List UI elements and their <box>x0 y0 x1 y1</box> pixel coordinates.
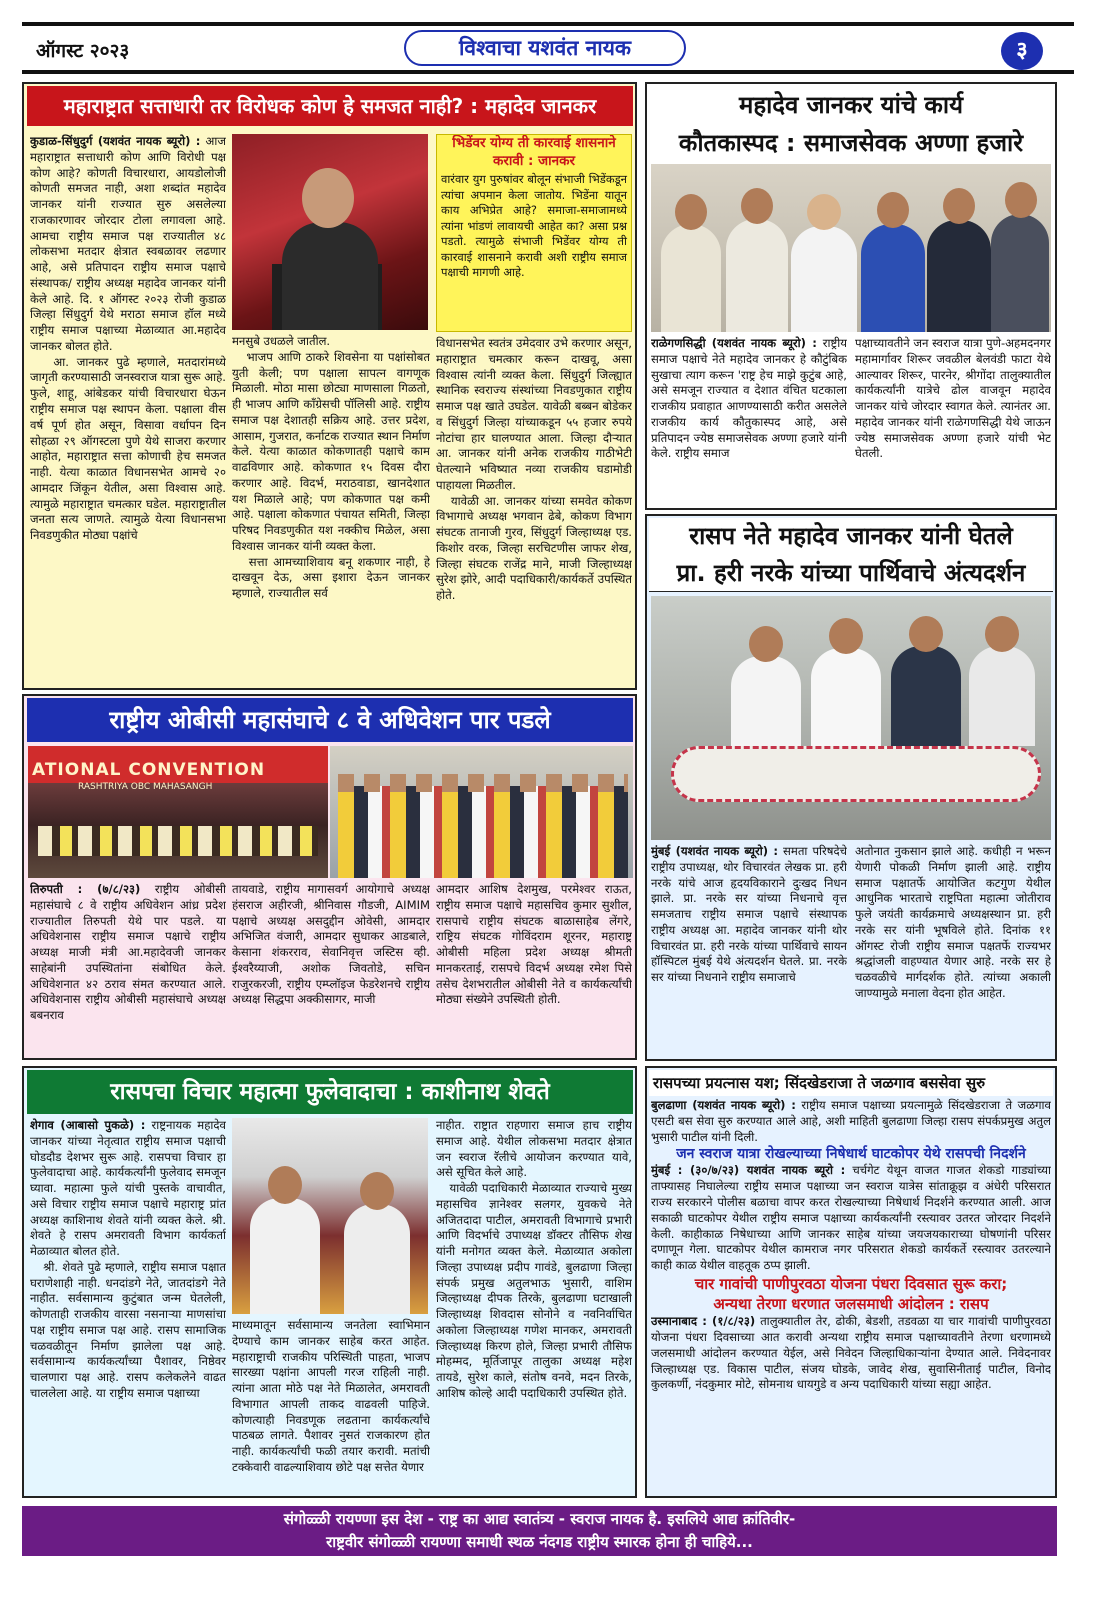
headline-line: कौतकास्पद : समाजसेवक अण्णा हजारे <box>678 129 1024 157</box>
article-headline: राष्ट्रीय ओबीसी महासंघाचे ८ वे अधिवेशन पार पडले <box>27 698 633 742</box>
speaker-photo <box>232 134 428 330</box>
article-text: चर्चगेट येथून वाजत गाजत शेकडो गाड्यांच्या ताफ्यासह निघालेल्या राष्ट्रीय समाज पक्षाच्या जन स्वराज यात्रेस सांताक्रूझ व अंधेरी परिसरात राज्य सरकारने पोलीस बळाचा वापर करत रोखल्याच्या निषेधार्थ निदर्शने करण्यात आली. आज सकाळी घाटकोपर येथील राष्ट्रीय समाज पक्षाच्या कार्यकर्त्यांनी रस्त्यावर उतरत जोरदार निदर्शने केली. काहीकाळ निषेधाच्या आणि जानकर साहेब यांच्या जयजयकाराच्या घोषणांनी परिसर दणाणून गेला. घाटकोपर येथील कामराज नगर परिसरात शेकडो कार्यकर्ते रस्त्यावर उतरल्याने काही काळ येथील वाहतूक ठप्प झाली. <box>651 1163 1051 1273</box>
article-text: आमदार आशिष देशमुख, परमेश्वर राऊत, राष्ट्रीय समाज पक्षाचे महासचिव कुमार सुशील, रासपाचे राष्ट्रीय संघटक बाळासाहेब लेंगरे, राष्ट्रिय संघटक गोविंदराम शूरनर, महाराष्ट्र ओबीसी महिला प्रदेश अध्यक्ष श्रीमती मानकरताई, रासपचे विदर्भ अध्यक्ष रमेश पिसे तसेच देशभरातील ओबीसी नेते व कार्यकर्त्यांची मोठ्या संख्येने उपस्थिती होती. <box>436 882 632 1007</box>
dateline: शेगाव (आबासो पुकळे) : <box>30 1118 146 1132</box>
banner-subtext: RASHTRIYA OBC MAHASANGH <box>78 782 213 792</box>
sidebox-text: वारंवार युग पुरुषांवर बोलून संभाजी भिडेंकडून त्यांचा अपमान केला जातोय. भिडेंना यातून काय अभिप्रेत आहे? समाजा-समाजामध्ये त्यांना भांडणं लावायची आहेत का? असा प्रश्न पडतो. त्यामुळे संभाजी भिडेंवर योग्य ती कारवाई शासनाने करावी अशी राष्ट्रीय समाज पक्षाची मागणी आहे. <box>441 172 627 280</box>
article-column <box>651 844 847 1056</box>
sidebox-title: भिडेंवर योग्य ती कारवाई शासनाने करावी : जानकर <box>452 135 616 169</box>
brief-item <box>651 1163 1051 1273</box>
article-text: भाजप आणि ठाकरे शिवसेना या पक्षांसोबत युती केली; पण पक्षाला सापत्न वागणूक मिळाली. मोठा मासा छोट्या माणसाला गिळतो, ही भाजप आणि काँग्रेसची पॉलिसी आहे. राष्ट्रीय समाज पक्ष देशातही सक्रिय आहे. उत्तर प्रदेश, आसाम, गुजरात, कर्नाटक राज्यात स्थान निर्माण केले. येत्या काळात कोकणातही पक्षाचे काम वाढविणार आहे. कोकणात १५ दिवस दौरा करणार आहे. विदर्भ, मराठवाडा, खानदेशात यश मिळाले आहे; पण कोकणात पक्ष कमी आहे. पक्षाला कोकणात पंचायत समिती, जिल्हा परिषद निवडणुकीत यश नक्कीच मिळेल, असा विश्वास जानकर यांनी व्यक्त केला. <box>232 349 430 553</box>
article-text: आज महाराष्ट्रात सत्ताधारी कोण आणि विरोधी पक्ष कोण आहे? कोणती विचारधारा, आयडोलोजी कोणती समजत नाही, अशा शब्दांत महादेव जानकर यांनी राज्यात सुरु असलेल्या राजकारणावर जोरदार टोला लगावला आहे. आमचा राष्ट्रीय समाज पक्ष राज्यातील ४८ लोकसभा मतदार क्षेत्रात स्वबळावर लढणार आहे, असे प्रतिपादन राष्ट्रीय समाज पक्षाचे संस्थापक/ राष्ट्रीय अध्यक्ष महादेव जानकर यांनी केले आहे. दि. १ ऑगस्ट २०२३ रोजी कुडाळ जिल्हा सिंधुदुर्ग येथे मराठा समाज हॉल मध्ये राष्ट्रीय समाज पक्षाच्या मेळाव्यात आ.महादेव जानकर बोलत होते. <box>30 134 226 353</box>
article-column <box>30 134 226 686</box>
brief-item <box>651 1314 1051 1393</box>
page-number: ३ <box>1001 32 1043 70</box>
banner-text: ATIONAL CONVENTION <box>32 760 266 780</box>
article-text: राष्ट्रीय समाज पक्षाच्या प्रयत्नामुळे सिंदखेडराजा ते जळगाव एसटी बस सेवा सुरु करण्यात आले आहे, अशी माहिती बुलढाणा जिल्हा रासप संपर्कप्रमुख अतुल भुसारी पाटील यांनी दिली. <box>651 1098 1051 1144</box>
dateline: कुडाळ-सिंधुदुर्ग (यशवंत नायक ब्यूरो) : <box>30 134 201 148</box>
headline-line: रासप नेते महादेव जानकर यांनी घेतले <box>689 522 1013 550</box>
article-column <box>855 844 1051 1056</box>
article-text: अतोनात नुकसान झाले आहे. कधीही न भरून येणारी पोकळी निर्माण झाली आहे. राष्ट्रीय समाज पक्षातर्फे आयोजित कटगुण येथील आधुनिक भारताचे राष्ट्रपिता महात्मा जोतीराव फुले जयंती कार्यक्रमाचे अध्यक्षस्थान प्रा. हरी नरके सर यांनी भूषविले होते. दिनांक ११ ऑगस्ट रोजी राष्ट्रीय समाज पक्षतर्फे राज्यभर श्रद्धांजली वाहण्यात येणार आहे. नरके सर हे चळवळीचे मार्गदर्शक होते. त्यांच्या अकाली जाण्यामुळे मनाला वेदना होत आहेत. <box>855 844 1051 1000</box>
dateline: राळेगणसिद्धी (यशवंत नायक ब्यूरो) : <box>651 336 817 350</box>
article-text: तालुक्यातील तेर, ढोकी, बेडशी, तडवळा या चार गावांची पाणीपुरवठा योजना पंधरा दिवसाच्या आत करावी अन्यथा राष्ट्रीय समाज पक्षाच्यावतीने तेरणा धरणामध्ये जलसमाधी आंदोलन करण्यात येईल, असे निवेदन जिल्हाधिकाऱ्यांना देण्यात आले. निवेदनावर जिल्हाध्यक्ष एड. विकास पाटील, संजय घोडके, जावेद शेख, सुवासिनीताई पाटील, विनोद कुलकर्णी, नंदकुमार मोटे, सोमनाथ धायगुडे व अन्य पदाधिकारी यांच्या सह्या आहेत. <box>651 1314 1051 1392</box>
paper-name-box <box>404 30 686 66</box>
headline-line: प्रा. हरी नरके यांच्या पार्थिवाचे अंत्यदर्शन <box>676 559 1026 587</box>
tribute-photo <box>651 596 1051 840</box>
footer-line: राष्ट्रवीर संगोळ्ळी रायण्णा समाधी स्थळ नंदगड राष्ट्रीय स्मारक होना ही चाहिये... <box>326 1533 753 1551</box>
article-text: समता परिषदेचे राष्ट्रीय उपाध्यक्ष, थोर विचारवंत लेखक प्रा. हरी नरके यांचे आज हृदयविकाराने दुःखद निधन झाले. प्रा. नरके सर यांच्या निधनाचे वृत्त समजताच राष्ट्रीय समाज पक्षाचे संस्थापक राष्ट्रीय अध्यक्ष आ. महादेव जानकर यांनी थोर विचारवंत प्रा. हरी नरके यांच्या पार्थिवाचे सायन हॉस्पिटल मुंबई येथे अंत्यदर्शन घेतले. प्रा. नरके सर यांच्या निधनाने राष्ट्रीय समाजाचे <box>651 844 847 985</box>
article-column <box>30 1118 226 1494</box>
article-headline: रासपचा विचार महात्मा फुलेवादाचा : काशीनाथ शेवते <box>27 1070 633 1114</box>
article-column <box>232 334 430 686</box>
article-text: पक्षाच्यावतीने जन स्वराज यात्रा पुणे-अहमदनगर महामार्गावर शिरूर जवळील बेलवंडी फाटा येथे आल्यावर शिरूर, पारनेर, श्रीगोंदा तालुक्यातील कार्यकर्त्यांनी यात्रेचे ढोल वाजवून महादेव जानकर यांचे जोरदार स्वागत केले. त्यानंतर आ. महादेव जानकर यांनी राळेगणसिद्धी येथे जाऊन ज्येष्ठ समाजसेवक अण्णा हजारे यांची भेट घेतली. <box>855 336 1051 461</box>
article-column <box>436 1118 632 1494</box>
article-headline <box>649 86 1053 162</box>
article-column <box>651 336 847 506</box>
group-photo <box>651 164 1051 332</box>
headline-line: अन्यथा तेरणा धरणात जलसमाधी आंदोलन : रासप <box>713 1295 989 1314</box>
article-headline <box>649 518 1053 592</box>
article-column <box>436 336 632 686</box>
article-text: राष्ट्रीय ओबीसी महासंघाचे ८ वे राष्ट्रीय अधिवेशन आंध्र प्रदेश राज्यातील तिरुपती येथे पार पडले. या अधिवेशनास राष्ट्रीय समाज पक्षाचे राष्ट्रीय अध्यक्ष माजी मंत्री आ.महादेवजी जानकर साहेबांनी उपस्थितांना संबोधित केले. अधिवेशनात ४२ ठराव संमत करण्यात आले. अधिवेशनास राष्ट्रीय ओबीसी महासंघाचे अध्यक्ष बबनराव <box>30 882 226 1023</box>
article-text: यावेळी आ. जानकर यांच्या समवेत कोकण विभागाचे अध्यक्ष भगवान ढेबे, कोकण विभाग संघटक तानाजी गुरव, सिंधुदुर्ग जिल्हाध्यक्ष एड. किशोर वरक, जिल्हा सरचिटणीस जाफर शेख, जिल्हा संघटक राजेंद्र माने, माजी जिल्हाध्यक्ष सुरेश झोरे, आदी पदाधिकारी/कार्यकर्ते उपस्थित होते. <box>436 493 632 603</box>
article-text: आ. जानकर पुढे म्हणाले, मतदारांमध्ये जागृती करण्यासाठी जनस्वराज यात्रा सुरू आहे. फुले, शाहू, आंबेडकर यांची विचारधारा घेऊन राष्ट्रीय समाज पक्ष स्थापन केला. पक्षाला वीस वर्ष पूर्ण होत असून, विसावा वर्धापन दिन सोहळा २९ ऑगस्टला पुणे येथे साजरा करणार आहोत, महाराष्ट्रात सत्ता कोणाची हेच समजत नाही. येत्या काळात विधानसभेत आमचे २० आमदार जिंकून येतील, असा विश्वास आहे. त्यामुळे महाराष्ट्रात चमत्कार घडेल. महाराष्ट्रातील जनता सत्य जाणते. त्यामुळे येत्या विधानसभा निवडणुकीत मोठ्या पक्षांचे <box>30 354 226 543</box>
article-text: श्री. शेवते पुढे म्हणाले, राष्ट्रीय समाज पक्षात घराणेशाही नाही. धनदांडगे नेते, जातदांडगे नेते नाहीत. सर्वसामान्य कुटुंबात जन्म घेतलेली, कोणताही राजकीय वारसा नसनाऱ्या माणसांचा पक्ष राष्ट्रीय समाज पक्ष आहे. रासप सामाजिक चळवळीतून निर्माण झालेला पक्ष आहे. सर्वसामान्य कार्यकर्त्यांच्या पैशावर, निष्ठेवर चालणारा पक्ष आहे. रासप कलेकलेने वाढत चाललेला आहे. या राष्ट्रीय समाज पक्षाच्या <box>30 1259 226 1401</box>
dateline: मुंबई : (३०/७/२३) यशवंत नायक ब्यूरो : <box>651 1163 846 1178</box>
footer-line: संगोळ्ळी रायण्णा इस देश - राष्ट्र का आद्य स्वातंत्र्य - स्वराज नायक है. इसलिये आद्य क्रांतिवीर- <box>283 1510 796 1528</box>
melava-photo <box>232 1118 428 1314</box>
dateline: उस्मानाबाद : (१/८/२३) <box>651 1314 756 1329</box>
article-column <box>232 882 430 1054</box>
briefs-column <box>651 1098 1051 1494</box>
brief-item <box>651 1098 1051 1145</box>
article-text: यावेळी पदाधिकारी मेळाव्यात राज्याचे मुख्य महासचिव ज्ञानेश्वर सलगर, युवकचे नेते अजितदादा पाटील, अमरावती विभागाचे प्रभारी आणि विदर्भाचे उपाध्यक्ष डॉक्टर तौसिफ शेख यांनी मनोगत व्यक्त केले. मेळाव्यात अकोला जिल्हा उपाध्यक्ष प्रदीप गावंडे, बुलढाणा जिल्हा संपर्क प्रमुख अतुलभाऊ भुसारी, वाशिम जिल्हाध्यक्ष दीपक तिरके, बुलढाणा घटाखाली जिल्हाध्यक्ष शिवदास सोनोने व नवनिर्वाचित अकोला जिल्हाध्यक्ष गणेश मानकर, अमरावती जिल्हाध्यक्ष किरण होले, जिल्हा प्रभारी तौसिफ मोहम्मद, मूर्तिजापूर तालुका अध्यक्ष महेश तायडे, सुरेश काले, संतोष वनवे, मदन तिरके, आशिष कोल्हे आदी पदाधिकारी उपस्थित होते. <box>436 1181 632 1401</box>
article-text: मनसुबे उधळले जातील. <box>232 334 331 348</box>
article-text: राष्ट्रीय समाज पक्षाचे नेते महादेव जानकर हे कौटुंबिक सुखाचा त्याग करून 'राष्ट्र हेच माझे कुटुंब आहे, असे समजून राज्यात व देशात वंचित घटकाला राजकीय प्रवाहात आणण्यासाठी करीत असलेले राजकीय कार्य कौतुकास्पद आहे, असे प्रतिपादन ज्येष्ठ समाजसेवक अण्णा हजारे यांनी केले. राष्ट्रीय समाज <box>651 336 847 461</box>
brief-subheadline: जन स्वराज यात्रा रोखल्याच्या निषेधार्थ घाटकोपर येथे रासपची निदर्शने <box>676 1146 1026 1163</box>
article-headline: महाराष्ट्रात सत्ताधारी तर विरोधक कोण हे समजत नाही? : महादेव जानकर <box>27 86 633 126</box>
delegates-photo <box>330 746 633 878</box>
dateline: मुंबई (यशवंत नायक ब्यूरो) : <box>651 844 779 858</box>
sidebox-bhide <box>436 134 632 332</box>
article-text: तायवाडे, राष्ट्रीय मागासवर्ग आयोगाचे अध्यक्ष हंसराज अहीरजी, श्रीनिवास गौडजी, AIMIM पक्षाचे अध्यक्ष असदुद्दीन ओवेसी, आमदार अभिजित वंजारी, आमदार सुधाकर आडबाले, केसाना शंकरराव, सेवानिवृत्त जस्टिस व्ही. ईश्वरैय्याजी, अशोक जिवतोडे, सचिन राजुरकरजी, राष्ट्रीय एम्प्लॉइज फेडरेशनचे राष्ट्रीय अध्यक्ष सिद्धपा अक्कीसागर, माजी <box>232 882 430 1007</box>
article-text: माध्यमातून सर्वसामान्य जनतेला स्वाभिमान देण्याचे काम जानकर साहेब करत आहेत. महाराष्ट्राची राजकीय परिस्थिती पाहता, भाजप सारख्या पक्षांना आपली गरज राहिली नाही. त्यांना आता मोठे पक्ष नेते मिळालेत, अमरावती विभागात आपली ताकद वाढवली पाहिजे. कोणत्याही निवडणूक लढताना कार्यकर्त्यांचे पाठबळ लागते. पैशावर नुसतं राजकारण होत नाही. कार्यकर्त्यांची फळी तयार करावी. मतांची टक्केवारी वाढल्याशिवाय छोटे पक्ष सत्तेत येणार <box>232 1318 430 1474</box>
paper-name: विश्वाचा यशवंत नायक <box>458 36 632 60</box>
dateline: बुलढाणा (यशवंत नायक ब्यूरो) : <box>651 1098 796 1112</box>
article-column <box>855 336 1051 506</box>
article-text: विधानसभेत स्वतंत्र उमेदवार उभे करणार असून, महाराष्ट्रात चमत्कार करून दाखवू, असा विश्वास त्यांनी व्यक्त केला. सिंधुदुर्ग जिल्ह्यात स्थानिक स्वराज्य संस्थांच्या निवडणुकात राष्ट्रीय समाज पक्ष खाते उघडेल. यावेळी बब्बन बोडेकर व सिंधुदुर्ग जिल्हा यांच्याकडून ५५ हजार रुपये नोटांचा हार घालण्यात आला. जिल्हा दौऱ्यात आ. जानकर यांनी अनेक राजकीय गाठीभेटी घेतल्याने भविष्यात नव्या राजकीय घडामोडी पाहायला मिळतील. <box>436 336 632 492</box>
dateline: तिरुपती : (७/८/२३) <box>30 882 141 896</box>
article-text: नाहीत. राष्ट्रात राहणारा समाज हाच राष्ट्रीय समाज आहे. येथील लोकसभा मतदार क्षेत्रात जन स्वराज रॅलीचे आयोजन करण्यात यावे, असे सूचित केले आहे. <box>436 1118 632 1180</box>
headline-line: महादेव जानकर यांचे कार्य <box>738 91 963 119</box>
article-column <box>232 1318 430 1494</box>
convention-stage-photo <box>28 746 328 878</box>
article-text: सत्ता आमच्याशिवाय बनू शकणार नाही, हे दाखवून देऊ, असा इशारा देऊन जानकर म्हणाले, राज्यातील सर्व <box>232 554 430 601</box>
article-headline: रासपच्या प्रयत्नास यश; सिंदखेडराजा ते जळगाव बससेवा सुरु <box>649 1070 1053 1096</box>
article-text: राष्ट्रनायक महादेव जानकर यांच्या नेतृत्वात राष्ट्रीय समाज पक्षाची घोडदौड देशभर सुरू आहे. रासपचा विचार हा फुलेवादाचा आहे. कार्यकर्त्यांनी फुलेवाद समजून घ्यावा. महात्मा फुले यांची पुस्तके वाचावीत, असे विचार राष्ट्रीय समाज पक्षाचे महाराष्ट्र प्रांत अध्यक्ष काशिनाथ शेवते यांनी व्यक्त केले. श्री. शेवते हे रासप अमरावती विभाग कार्यकर्ता मेळाव्यात बोलत होते. <box>30 1118 226 1259</box>
issue-date: ऑगस्ट २०२३ <box>36 40 130 62</box>
article-column <box>30 882 226 1054</box>
headline-line: चार गावांची पाणीपुरवठा योजना पंधरा दिवसात सुरू करा; <box>694 1274 1008 1293</box>
footer-banner <box>22 1506 1057 1556</box>
article-column <box>436 882 632 1054</box>
brief-subheadline <box>651 1274 1051 1315</box>
